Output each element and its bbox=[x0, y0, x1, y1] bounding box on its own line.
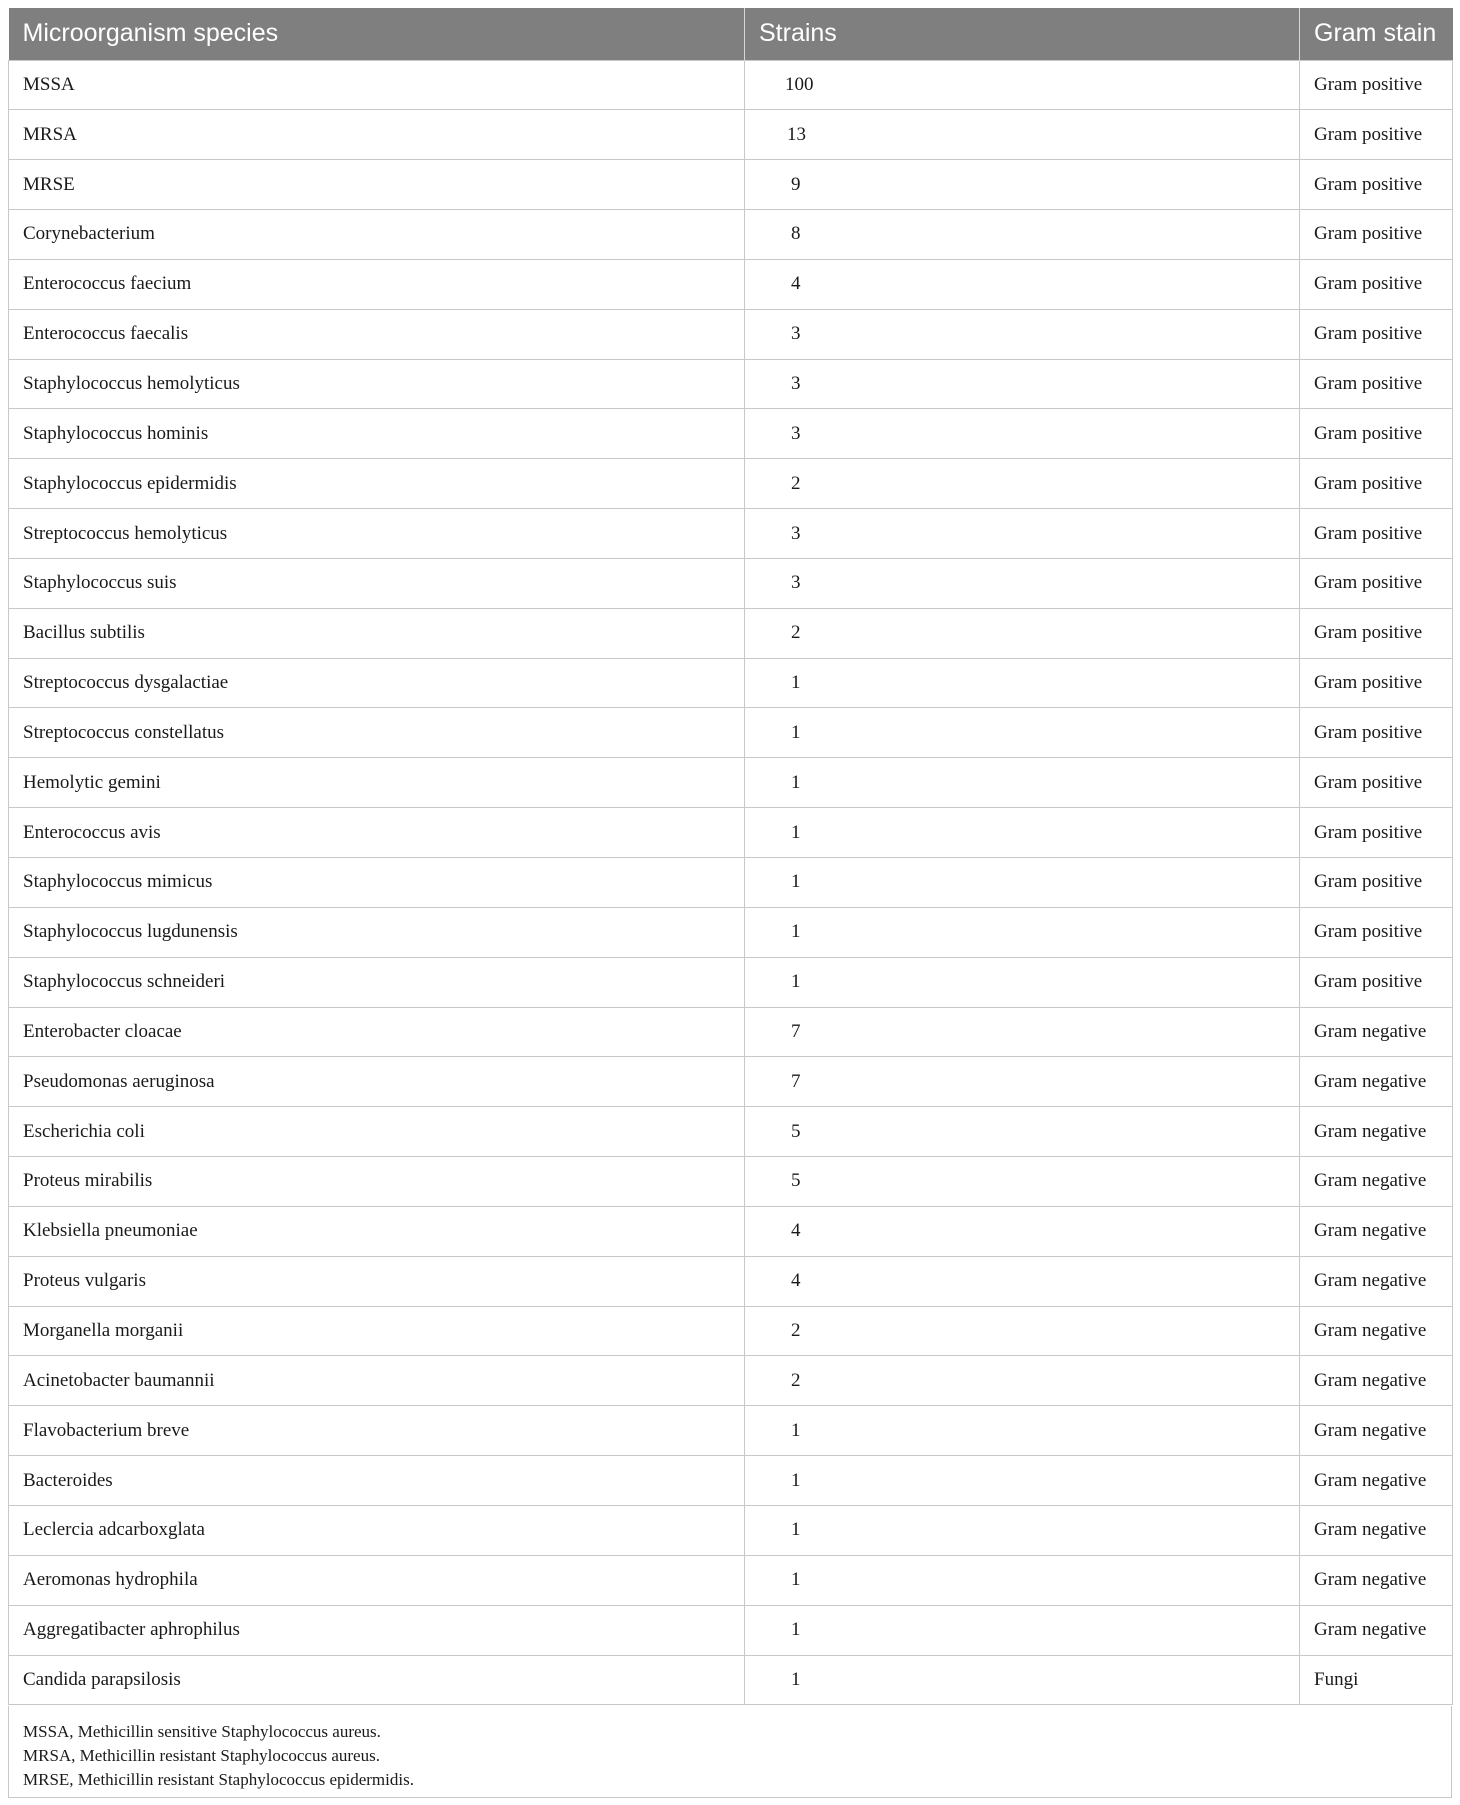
cell-gram-stain: Gram negative bbox=[1300, 1605, 1453, 1655]
cell-strains: 3 bbox=[745, 359, 1300, 409]
cell-species: Aggregatibacter aphrophilus bbox=[9, 1605, 745, 1655]
cell-species: Enterococcus faecalis bbox=[9, 309, 745, 359]
cell-species: Klebsiella pneumoniae bbox=[9, 1206, 745, 1256]
cell-gram-stain: Gram positive bbox=[1300, 658, 1453, 708]
species-table bbox=[8, 8, 1453, 1705]
cell-species: Staphylococcus epidermidis bbox=[9, 459, 745, 509]
cell-gram-stain: Gram negative bbox=[1300, 1057, 1453, 1107]
cell-strains: 1 bbox=[745, 1555, 1300, 1605]
cell-gram-stain: Gram positive bbox=[1300, 259, 1453, 309]
table-row bbox=[9, 558, 1453, 608]
header-gram-stain: Gram stain bbox=[1300, 8, 1453, 60]
cell-gram-stain: Gram positive bbox=[1300, 907, 1453, 957]
cell-strains: 3 bbox=[745, 509, 1300, 559]
cell-species: Candida parapsilosis bbox=[9, 1655, 745, 1705]
cell-species: Escherichia coli bbox=[9, 1107, 745, 1157]
table-row bbox=[9, 758, 1453, 808]
table-row bbox=[9, 309, 1453, 359]
cell-gram-stain: Gram negative bbox=[1300, 1306, 1453, 1356]
cell-strains: 1 bbox=[745, 658, 1300, 708]
cell-strains: 3 bbox=[745, 409, 1300, 459]
table-row bbox=[9, 1007, 1453, 1057]
cell-strains: 1 bbox=[745, 957, 1300, 1007]
cell-strains: 8 bbox=[745, 210, 1300, 260]
cell-species: Enterococcus faecium bbox=[9, 259, 745, 309]
table-row bbox=[9, 1555, 1453, 1605]
cell-gram-stain: Gram positive bbox=[1300, 459, 1453, 509]
cell-species: Proteus vulgaris bbox=[9, 1256, 745, 1306]
table-row bbox=[9, 808, 1453, 858]
cell-strains: 3 bbox=[745, 309, 1300, 359]
cell-strains: 100 bbox=[745, 60, 1300, 110]
cell-species: Staphylococcus schneideri bbox=[9, 957, 745, 1007]
table-row bbox=[9, 210, 1453, 260]
cell-species: Streptococcus dysgalactiae bbox=[9, 658, 745, 708]
cell-species: Bacteroides bbox=[9, 1456, 745, 1506]
table-row bbox=[9, 1356, 1453, 1406]
cell-strains: 1 bbox=[745, 1406, 1300, 1456]
table-row bbox=[9, 957, 1453, 1007]
cell-strains: 7 bbox=[745, 1007, 1300, 1057]
footnote-mssa: MSSA, Methicillin sensitive Staphylococcus aureus. bbox=[23, 1722, 381, 1741]
table-row bbox=[9, 1655, 1453, 1705]
cell-strains: 7 bbox=[745, 1057, 1300, 1107]
cell-gram-stain: Gram positive bbox=[1300, 309, 1453, 359]
cell-gram-stain: Gram negative bbox=[1300, 1256, 1453, 1306]
cell-gram-stain: Fungi bbox=[1300, 1655, 1453, 1705]
cell-strains: 9 bbox=[745, 160, 1300, 210]
table-row bbox=[9, 1206, 1453, 1256]
header-row bbox=[9, 8, 1453, 60]
table-row bbox=[9, 1306, 1453, 1356]
cell-strains: 13 bbox=[745, 110, 1300, 160]
table-row bbox=[9, 1505, 1453, 1555]
cell-strains: 5 bbox=[745, 1157, 1300, 1207]
cell-gram-stain: Gram negative bbox=[1300, 1406, 1453, 1456]
table-row bbox=[9, 1256, 1453, 1306]
cell-gram-stain: Gram positive bbox=[1300, 409, 1453, 459]
table-row bbox=[9, 907, 1453, 957]
cell-strains: 1 bbox=[745, 1505, 1300, 1555]
table-row bbox=[9, 1406, 1453, 1456]
cell-species: Enterobacter cloacae bbox=[9, 1007, 745, 1057]
table-row bbox=[9, 409, 1453, 459]
cell-strains: 1 bbox=[745, 1456, 1300, 1506]
cell-strains: 4 bbox=[745, 259, 1300, 309]
header-species: Microorganism species bbox=[9, 8, 745, 60]
cell-gram-stain: Gram positive bbox=[1300, 608, 1453, 658]
cell-gram-stain: Gram negative bbox=[1300, 1157, 1453, 1207]
cell-strains: 1 bbox=[745, 808, 1300, 858]
cell-species: Acinetobacter baumannii bbox=[9, 1356, 745, 1406]
cell-gram-stain: Gram positive bbox=[1300, 808, 1453, 858]
cell-species: Streptococcus constellatus bbox=[9, 708, 745, 758]
cell-species: Staphylococcus hominis bbox=[9, 409, 745, 459]
cell-species: Flavobacterium breve bbox=[9, 1406, 745, 1456]
table-row bbox=[9, 858, 1453, 908]
cell-species: Leclercia adcarboxglata bbox=[9, 1505, 745, 1555]
cell-strains: 2 bbox=[745, 1306, 1300, 1356]
table-row bbox=[9, 608, 1453, 658]
table-row bbox=[9, 509, 1453, 559]
cell-species: Enterococcus avis bbox=[9, 808, 745, 858]
cell-gram-stain: Gram positive bbox=[1300, 210, 1453, 260]
table-header bbox=[9, 8, 1453, 60]
cell-gram-stain: Gram negative bbox=[1300, 1206, 1453, 1256]
cell-gram-stain: Gram negative bbox=[1300, 1356, 1453, 1406]
cell-gram-stain: Gram negative bbox=[1300, 1456, 1453, 1506]
cell-strains: 1 bbox=[745, 858, 1300, 908]
table-row bbox=[9, 259, 1453, 309]
table-row bbox=[9, 359, 1453, 409]
cell-gram-stain: Gram negative bbox=[1300, 1107, 1453, 1157]
cell-species: Staphylococcus hemolyticus bbox=[9, 359, 745, 409]
cell-strains: 1 bbox=[745, 758, 1300, 808]
cell-strains: 3 bbox=[745, 558, 1300, 608]
table-footnotes bbox=[8, 1706, 1452, 1798]
table-row bbox=[9, 60, 1453, 110]
cell-species: MRSE bbox=[9, 160, 745, 210]
cell-species: Morganella morganii bbox=[9, 1306, 745, 1356]
table-row bbox=[9, 1057, 1453, 1107]
cell-strains: 1 bbox=[745, 708, 1300, 758]
cell-gram-stain: Gram positive bbox=[1300, 758, 1453, 808]
cell-strains: 4 bbox=[745, 1206, 1300, 1256]
cell-gram-stain: Gram positive bbox=[1300, 110, 1453, 160]
cell-gram-stain: Gram positive bbox=[1300, 708, 1453, 758]
cell-strains: 4 bbox=[745, 1256, 1300, 1306]
cell-species: MSSA bbox=[9, 60, 745, 110]
table-row bbox=[9, 1107, 1453, 1157]
table-row bbox=[9, 160, 1453, 210]
cell-species: Staphylococcus mimicus bbox=[9, 858, 745, 908]
cell-gram-stain: Gram positive bbox=[1300, 160, 1453, 210]
cell-gram-stain: Gram positive bbox=[1300, 858, 1453, 908]
cell-gram-stain: Gram negative bbox=[1300, 1555, 1453, 1605]
header-strains: Strains bbox=[745, 8, 1300, 60]
table-row bbox=[9, 658, 1453, 708]
table-row bbox=[9, 1456, 1453, 1506]
cell-gram-stain: Gram positive bbox=[1300, 558, 1453, 608]
cell-species: Proteus mirabilis bbox=[9, 1157, 745, 1207]
table-row bbox=[9, 708, 1453, 758]
cell-strains: 1 bbox=[745, 1655, 1300, 1705]
cell-species: Aeromonas hydrophila bbox=[9, 1555, 745, 1605]
cell-strains: 1 bbox=[745, 1605, 1300, 1655]
cell-gram-stain: Gram negative bbox=[1300, 1007, 1453, 1057]
footnote-mrsa: MRSA, Methicillin resistant Staphylococcus aureus. bbox=[23, 1746, 380, 1765]
footnote-mrse: MRSE, Methicillin resistant Staphylococcus epidermidis. bbox=[23, 1770, 414, 1789]
cell-gram-stain: Gram positive bbox=[1300, 359, 1453, 409]
table-body bbox=[9, 60, 1453, 1705]
cell-gram-stain: Gram positive bbox=[1300, 509, 1453, 559]
table-row bbox=[9, 110, 1453, 160]
cell-gram-stain: Gram negative bbox=[1300, 1505, 1453, 1555]
cell-gram-stain: Gram positive bbox=[1300, 957, 1453, 1007]
cell-strains: 2 bbox=[745, 608, 1300, 658]
cell-gram-stain: Gram positive bbox=[1300, 60, 1453, 110]
cell-species: Hemolytic gemini bbox=[9, 758, 745, 808]
cell-species: Staphylococcus suis bbox=[9, 558, 745, 608]
table-row bbox=[9, 459, 1453, 509]
cell-species: Corynebacterium bbox=[9, 210, 745, 260]
table-row bbox=[9, 1605, 1453, 1655]
cell-species: Pseudomonas aeruginosa bbox=[9, 1057, 745, 1107]
cell-species: Streptococcus hemolyticus bbox=[9, 509, 745, 559]
cell-strains: 5 bbox=[745, 1107, 1300, 1157]
cell-strains: 1 bbox=[745, 907, 1300, 957]
cell-species: Bacillus subtilis bbox=[9, 608, 745, 658]
cell-species: Staphylococcus lugdunensis bbox=[9, 907, 745, 957]
cell-strains: 2 bbox=[745, 1356, 1300, 1406]
cell-species: MRSA bbox=[9, 110, 745, 160]
cell-strains: 2 bbox=[745, 459, 1300, 509]
table-row bbox=[9, 1157, 1453, 1207]
